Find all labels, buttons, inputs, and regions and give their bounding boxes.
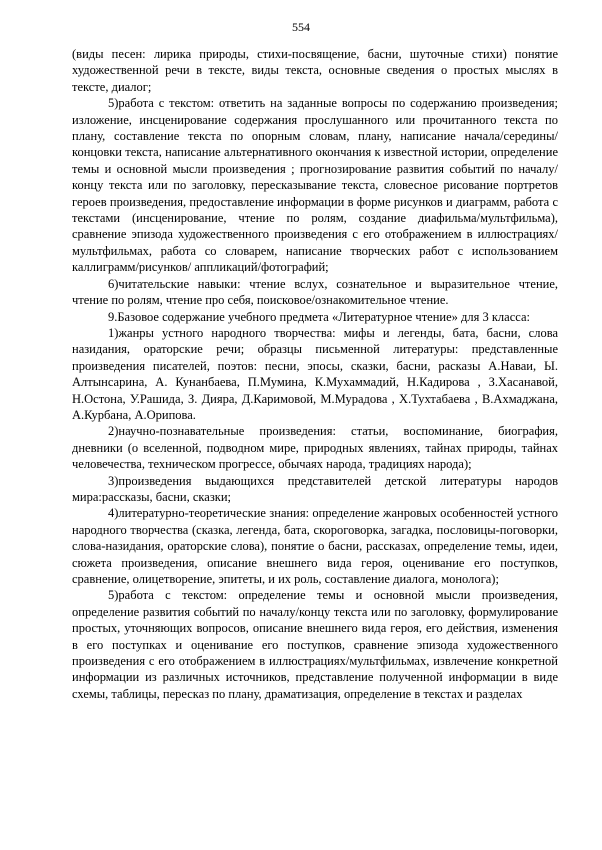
paragraph-science-works: 2)научно-познавательные произведения: статьи, воспоминание, биография, дневники (о вселенной, подводном мире, природных явлениях, тайнах природы, тайнах человечества, техническом прогрессе, обычаях народа, традициях народа);	[72, 424, 558, 472]
paragraph-text-work-2: 5)работа с текстом: определение темы и основной мысли произведения, определение развития событий по началу/концу текста или по заголовку, формулирование простых, уточняющих вопросов, описание внешнего вида героя, его действия, изменения в его поступках и оценивание его поступков, сравнение эпизода художественного произведения с его отображением в иллюстрациях/мультфильмах, извлечение конкретной информации из различных источников, представление полученной информации в виде схемы, таблицы, пересказ по плану, драматизация, определение в текстах и разделах	[72, 588, 558, 701]
paragraph-literary-theory: 4)литературно-теоретические знания: определение жанровых особенностей устного народного творчества (сказка, легенда, бата, скороговорка, загадка, пословицы-поговорки, слова-назидания, ораторские слова), понятие о басни, рассказах, определение темы, идеи, сюжета произведения, описание внешнего вида героя, оценивание его поступков, сравнение, олицетворение, эпитеты, и их роль, составление диалога, монолога);	[72, 506, 558, 586]
paragraph-section-heading: 9.Базовое содержание учебного предмета «Литературное чтение» для 3 класса:	[108, 309, 530, 324]
paragraph-childrens-literature: 3)произведения выдающихся представителей детской литературы народов мира:рассказы, басни, сказки;	[72, 473, 558, 504]
paragraph-text-work: 5)работа с текстом: ответить на заданные вопросы по содержанию произведения; изложение, инсценирование содержания прослушанного или прочитанного текста по плану, составление текста по опорным словам, плану, написание начала/середины/концовки текста, написание альтернативного окончания к известной истории, определение темы и основной мысли произведения ; прогнозирование развития событий по началу/концу текста или по заголовку, пересказывание текста, словесное рисование портретов героев произведения, предоставление информации в форме рисунков и диаграмм, работа с текстами (инсценирование, чтение по ролям, создание диафильма/мультфильма), сравнение эпизода художественного произведения с его отображением в иллюстрациях/мультфильмах, работа со словарем, написание творческих работ с использованием каллиграмм/рисунков/ аппликаций/фотографий;	[72, 96, 558, 275]
paragraph-continuation: (виды песен: лирика природы, стихи-посвящение, басни, шуточные стихи) понятие художественной речи в тексте, виды текста, основные сведения о простых мыслях в тексте, диалог;	[72, 47, 558, 94]
page-number: 554	[292, 20, 310, 34]
body-text	[72, 46, 558, 702]
paragraph-reading-skills: 6)читательские навыки: чтение вслух, сознательное и выразительное чтение, чтение по ролям, чтение про себя, поисковое/ознакомительное чтение.	[72, 276, 558, 308]
paragraph-folk-genres: 1)жанры устного народного творчества: мифы и легенды, бата, басни, слова назидания, ораторские речи; образцы письменной литературы: представленные произведения писателей, поэтов: песни, эпосы, сказки, басни, расказы А.Наваи, Ы. Алтынсарина, А. Кунанбаева, П.Мумина, К.Мухаммадий, Н.Кадирова , З.Хасанавой, Н.Остона, У.Рашида, З. Дияра, Д.Каримовой, М.Мурадова , Х.Тухтабаева , В.Ахмаджана, А.Курбана, А.Орипова.	[72, 325, 558, 422]
